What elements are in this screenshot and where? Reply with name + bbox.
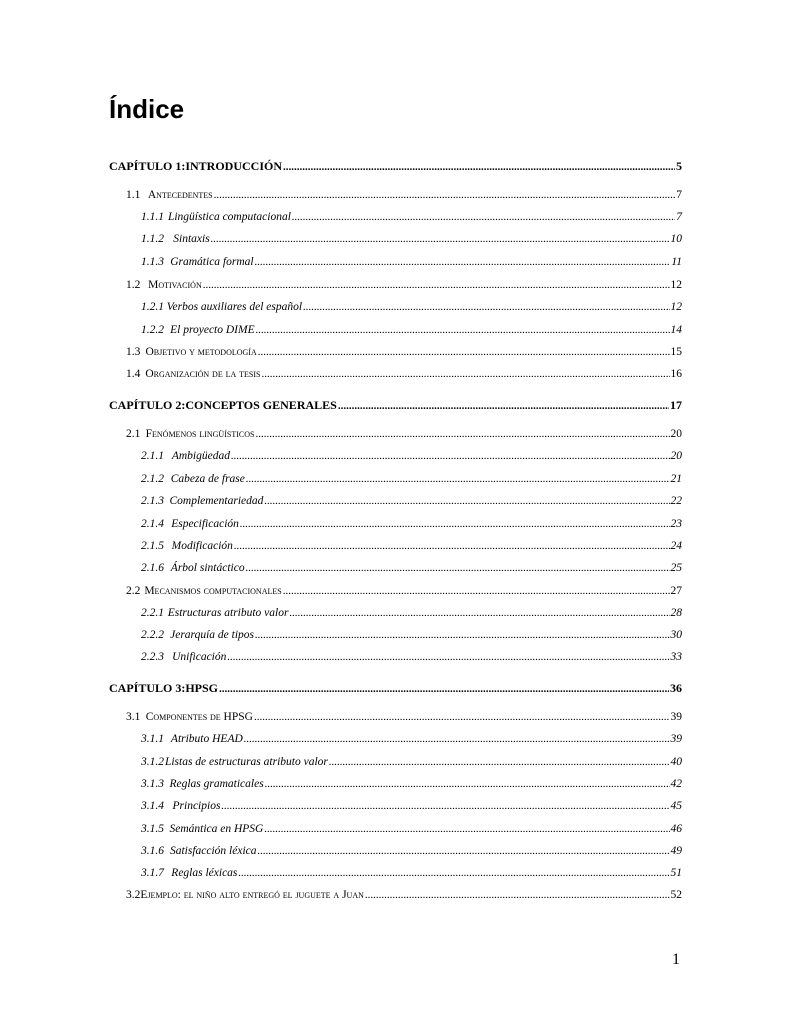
toc-entry-subsection [141, 473, 682, 491]
toc-entry-number: 1.1.3 [141, 256, 164, 268]
toc-entry-subsection [141, 823, 682, 841]
toc-entry-page: 16 [670, 368, 682, 380]
toc-entry-number: 1.1.1 [141, 211, 164, 223]
toc-entry-number: 1.1.2 [141, 233, 164, 245]
toc-entry-page: 22 [670, 495, 682, 507]
dot-leader [289, 607, 669, 619]
dot-leader [244, 733, 670, 745]
toc-entry-subsection [141, 324, 682, 342]
toc-entry-subsection [141, 845, 682, 863]
toc-entry-number: CAPÍTULO 3: [109, 681, 186, 695]
toc-entry-number: 2.2.2 [141, 629, 164, 641]
dot-leader [283, 585, 670, 597]
dot-leader [246, 473, 670, 485]
footer-page-number: 1 [672, 951, 680, 968]
toc-entry-chapter [109, 159, 682, 177]
toc-entry-subsection [141, 495, 682, 513]
toc-entry-page: 25 [670, 562, 682, 574]
toc-entry-page: 30 [670, 629, 682, 641]
toc-entry-title: Componentes de HPSG [145, 711, 253, 723]
toc-entry-page: 7 [676, 211, 682, 223]
toc-entry-title: Listas de estructuras atributo valor [164, 756, 328, 768]
toc-entry-title: CONCEPTOS GENERALES [185, 398, 337, 412]
toc-entry-title: Complementariedad [169, 495, 264, 507]
toc-entry-number: 2.1.4 [141, 518, 164, 530]
dot-leader [365, 889, 670, 901]
toc-entry-title: Especificación [171, 518, 239, 530]
toc-entry-subsection [141, 756, 682, 774]
toc-entry-number: CAPÍTULO 2: [109, 398, 186, 412]
toc-entry-number: 3.1.4 [141, 800, 164, 812]
toc-entry-number: 1.2 [126, 279, 141, 291]
toc-entry-subsection [141, 562, 682, 580]
toc-entry-number: 2.1.6 [141, 562, 164, 574]
dot-leader [261, 368, 669, 380]
toc-entry-page: 46 [670, 823, 682, 835]
toc-entry-title: Lingüística computacional [167, 211, 291, 223]
dot-leader [303, 301, 669, 313]
toc-entry-number: 3.1.2 [141, 756, 164, 768]
toc-entry-page: 15 [670, 346, 682, 358]
toc-entry-title: Sintaxis [173, 233, 210, 245]
dot-leader [231, 450, 670, 462]
dot-leader [258, 346, 670, 358]
toc-entry-subsection [141, 651, 682, 669]
dot-leader [283, 161, 675, 173]
toc-entry-chapter [109, 398, 682, 416]
toc-entry-section [126, 428, 682, 446]
dot-leader [211, 233, 670, 245]
toc-entry-subsection [141, 629, 682, 647]
toc-entry-number: 2.1 [126, 428, 141, 440]
toc-entry-title: Organización de la tesis [145, 368, 261, 380]
toc-entry-title: Mecanismos computacionales [144, 585, 282, 597]
toc-entry-page: 51 [670, 867, 682, 879]
dot-leader [246, 562, 670, 574]
toc-entry-subsection [141, 867, 682, 885]
dot-leader [258, 845, 670, 857]
toc-entry-page: 39 [670, 711, 682, 723]
toc-entry-number: 3.1.5 [141, 823, 164, 835]
toc-entry-page: 5 [676, 159, 682, 173]
toc-entry-number: 2.2.1 [141, 607, 164, 619]
toc-entry-page: 42 [670, 778, 682, 790]
toc-entry-number: 1.1 [126, 189, 141, 201]
toc-entry-title: Reglas gramaticales [169, 778, 264, 790]
toc-entry-page: 20 [670, 450, 682, 462]
toc-entry-number: 2.1.3 [141, 495, 164, 507]
toc-entry-page: 7 [676, 189, 682, 201]
toc-entry-subsection [141, 518, 682, 536]
toc-entry-subsection [141, 778, 682, 796]
toc-entry-page: 12 [670, 279, 682, 291]
toc-entry-page: 36 [670, 681, 682, 695]
dot-leader [264, 823, 669, 835]
toc-entry-title: Objetivo y metodología [145, 346, 257, 358]
toc-entry-number: 1.3 [126, 346, 141, 358]
dot-leader [255, 629, 669, 641]
dot-leader [338, 400, 669, 412]
toc-entry-page: 27 [670, 585, 682, 597]
dot-leader [264, 495, 669, 507]
toc-entry-title: Árbol sintáctico [170, 562, 245, 574]
toc-entry-page: 24 [670, 540, 682, 552]
page-title: Índice [109, 94, 185, 124]
toc-entry-title: Antecedentes [147, 189, 213, 201]
toc-entry-title: HPSG [185, 681, 219, 695]
toc-entry-page: 21 [670, 473, 682, 485]
dot-leader [234, 540, 670, 552]
toc-entry-chapter [109, 681, 682, 699]
toc-entry-number: 1.4 [126, 368, 141, 380]
toc-entry-number: 3.1 [126, 711, 141, 723]
toc-entry-subsection [141, 540, 682, 558]
toc-entry-title: Satisfacción léxica [169, 845, 257, 857]
toc-entry-page: 23 [670, 518, 682, 530]
dot-leader [254, 711, 670, 723]
toc-entry-page: 14 [670, 324, 682, 336]
toc-entry-page: 49 [670, 845, 682, 857]
dot-leader [292, 211, 675, 223]
toc-entry-page: 39 [670, 733, 682, 745]
toc-entry-title: El proyecto DIME [170, 324, 255, 336]
dot-leader [265, 778, 670, 790]
toc-entry-section [126, 368, 682, 386]
toc-entry-subsection [141, 301, 682, 319]
dot-leader [214, 189, 676, 201]
toc-entry-title: INTRODUCCIÓN [185, 159, 283, 173]
dot-leader [240, 518, 670, 530]
toc-entry-title: Fenómenos lingüísticos [145, 428, 255, 440]
toc-entry-subsection [141, 733, 682, 751]
toc-entry-title: Ambigüedad [171, 450, 230, 462]
toc-entry-page: 20 [670, 428, 682, 440]
toc-entry-title: Reglas léxicas [171, 867, 238, 879]
toc-entry-number: 3.1.6 [141, 845, 164, 857]
toc-entry-section [126, 279, 682, 297]
dot-leader [219, 683, 669, 695]
toc-entry-title: Motivación [148, 279, 202, 291]
toc-entry-page: 33 [670, 651, 682, 663]
toc-entry-title: Atributo HEAD [170, 733, 243, 745]
toc-entry-title: Unificación [172, 651, 227, 663]
toc-entry-section [126, 346, 682, 364]
toc-entry-section [126, 585, 682, 603]
toc-entry-title: Modificación [171, 540, 233, 552]
toc-entry-section [126, 711, 682, 729]
toc-entry-page: 40 [670, 756, 682, 768]
toc-entry-number: 3.2 [126, 889, 141, 901]
dot-leader [227, 651, 669, 663]
toc-entry-number: 2.2 [126, 585, 141, 597]
toc-entry-page: 11 [671, 256, 682, 268]
toc-entry-subsection [141, 450, 682, 468]
dot-leader [329, 756, 670, 768]
dot-leader [221, 800, 669, 812]
toc-entry-title: Jerarquía de tipos [170, 629, 255, 641]
toc-entry-section [126, 189, 682, 207]
dot-leader [255, 256, 671, 268]
toc-entry-number: 3.1.1 [141, 733, 164, 745]
toc-entry-page: 17 [670, 398, 682, 412]
toc-entry-section [126, 889, 682, 907]
toc-entry-number: 3.1.3 [141, 778, 164, 790]
toc-entry-subsection [141, 233, 682, 251]
toc-entry-title: Gramática formal [170, 256, 254, 268]
toc-entry-title: Cabeza de frase [170, 473, 245, 485]
toc-entry-title: Verbos auxiliares del español [166, 301, 303, 313]
toc-entry-subsection [141, 607, 682, 625]
toc-entry-title: Principios [172, 800, 221, 812]
toc-entry-title: Semántica en HPSG [169, 823, 264, 835]
toc-entry-title: Ejemplo: el niño alto entregó el juguete a Juan [140, 889, 364, 901]
dot-leader [256, 324, 670, 336]
toc-entry-number: 3.1.7 [141, 867, 164, 879]
toc-entry-page: 52 [670, 889, 682, 901]
toc-entry-number: 2.1.1 [141, 450, 164, 462]
toc-entry-page: 45 [670, 800, 682, 812]
toc-entry-subsection [141, 800, 682, 818]
toc-entry-number: 2.1.5 [141, 540, 164, 552]
toc-entry-page: 12 [670, 301, 682, 313]
toc-entry-number: 2.1.2 [141, 473, 164, 485]
dot-leader [255, 428, 669, 440]
toc-entry-subsection [141, 211, 682, 229]
toc-entry-title: Estructuras atributo valor [167, 607, 289, 619]
dot-leader [203, 279, 670, 291]
toc-entry-number: 1.2.2 [141, 324, 164, 336]
toc-entry-page: 28 [670, 607, 682, 619]
dot-leader [238, 867, 669, 879]
toc-entry-number: 2.2.3 [141, 651, 164, 663]
toc-entry-subsection [141, 256, 682, 274]
toc-entry-page: 10 [670, 233, 682, 245]
toc-entry-number: CAPÍTULO 1: [109, 159, 186, 173]
toc-entry-number: 1.2.1 [141, 301, 164, 313]
